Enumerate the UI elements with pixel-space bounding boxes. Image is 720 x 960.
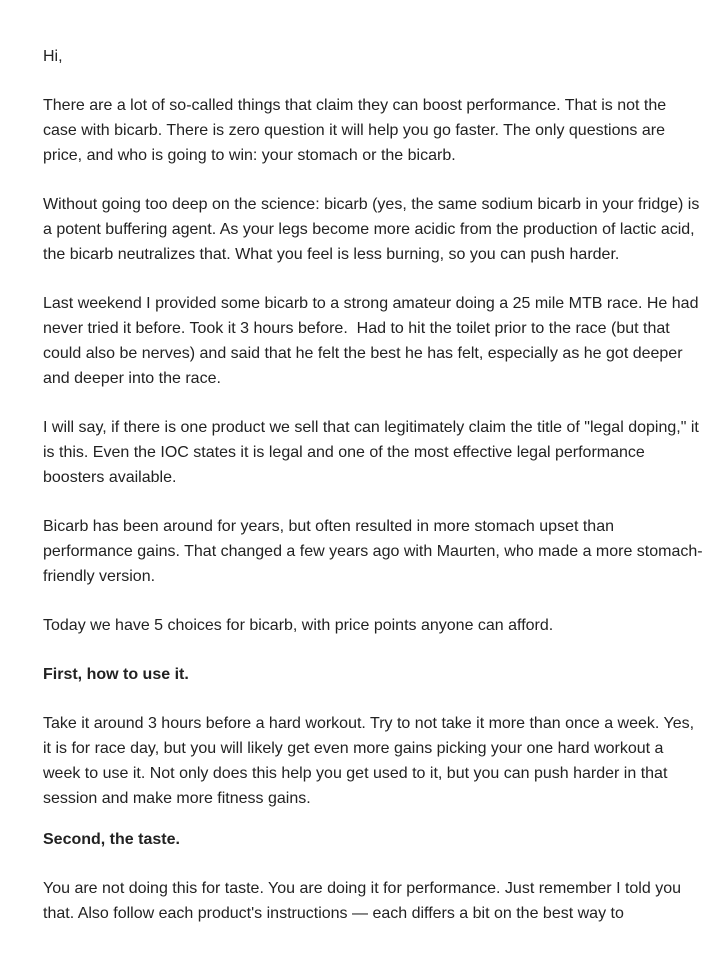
paragraph-intro: There are a lot of so-called things that claim they can boost performance. That is not the case with bicarb. There is zero question it will help you go faster. The only questions are price, and who is going to win: your stomach or the bicarb.: [43, 97, 671, 164]
email-body: [43, 44, 703, 950]
paragraph-anecdote: Last weekend I provided some bicarb to a strong amateur doing a 25 mile MTB race. He had never tried it before. Took it 3 hours before. Had to hit the toilet prior to the race (but that could also be nerves) and said that he felt the best he has felt, especially as he got deeper and deeper into the race.: [43, 295, 703, 387]
heading-taste: Second, the taste.: [43, 831, 180, 848]
paragraph-history: Bicarb has been around for years, but often resulted in more stomach upset than performance gains. That changed a few years ago with Maurten, who made a more stomach-friendly version.: [43, 518, 703, 585]
paragraph-usage: Take it around 3 hours before a hard workout. Try to not take it more than once a week. Yes, it is for race day, but you will likely get even more gains picking your one hard workout a week to use it. Not only does this help you get used to it, but you can push harder in that session and make more fitness gains.: [43, 715, 699, 807]
greeting: Hi,: [43, 48, 63, 65]
paragraph-choices: Today we have 5 choices for bicarb, with price points anyone can afford.: [43, 617, 554, 634]
heading-how-to-use: First, how to use it.: [43, 666, 189, 683]
paragraph-legal-doping: I will say, if there is one product we sell that can legitimately claim the title of "legal doping," it is this. Even the IOC states it is legal and one of the most effective legal performance boosters available.: [43, 419, 704, 486]
paragraph-science: Without going too deep on the science: bicarb (yes, the same sodium bicarb in your fridge) is a potent buffering agent. As your legs become more acidic from the production of lactic acid, the bicarb neutralizes that. What you feel is less burning, so you can push harder.: [43, 196, 704, 263]
paragraph-taste: You are not doing this for taste. You are doing it for performance. Just remember I told you that. Also follow each product's instructions — each differs a bit on the best way to: [43, 880, 686, 922]
